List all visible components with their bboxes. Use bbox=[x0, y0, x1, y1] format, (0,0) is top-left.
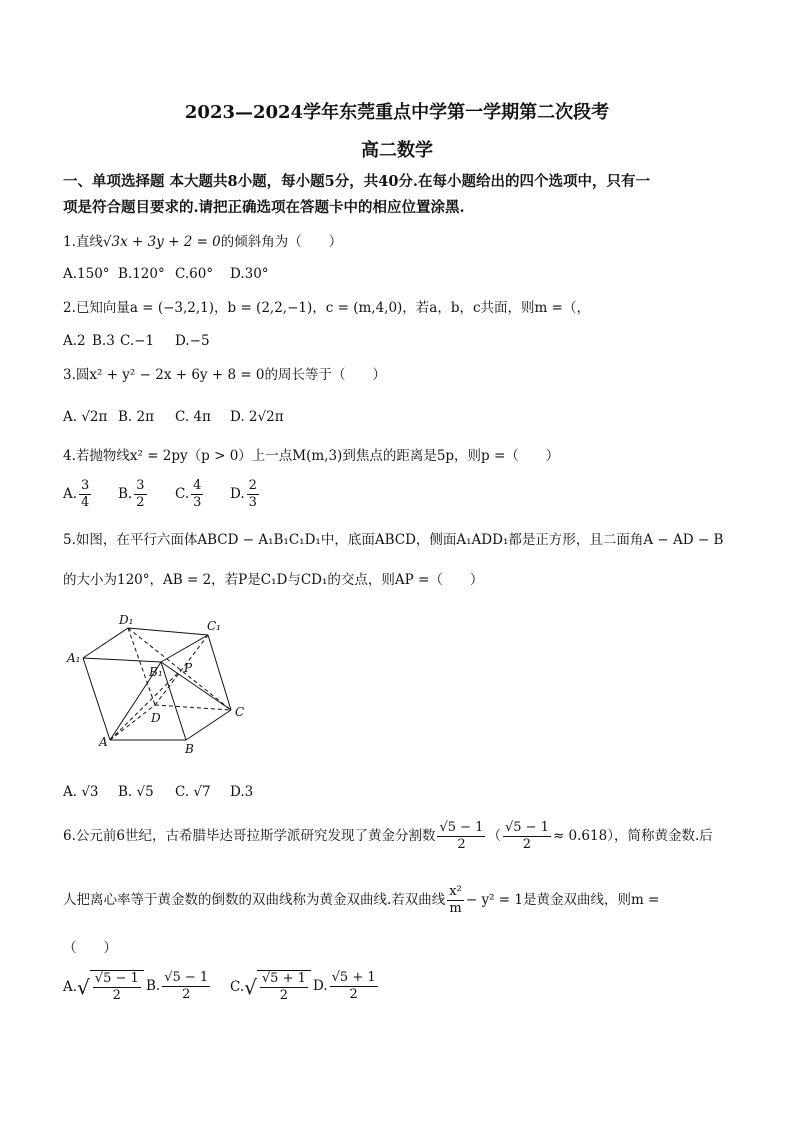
q4-b-den: 2 bbox=[136, 495, 145, 510]
q5-option-a: A. √3 bbox=[63, 784, 99, 800]
golden-den-2: 2 bbox=[522, 837, 532, 852]
edge-a1-d1 bbox=[83, 628, 128, 658]
q4-b-num: 3 bbox=[136, 478, 145, 493]
parallelepiped-figure bbox=[63, 610, 263, 760]
q6-text-b: （ bbox=[487, 828, 501, 844]
question-6-line2 bbox=[63, 884, 659, 917]
q1-option-b: B.120° bbox=[118, 266, 165, 282]
q3-option-a: A. √2π bbox=[63, 409, 108, 425]
q2-option-a: A.2 bbox=[63, 333, 86, 349]
q5-option-b: B. √5 bbox=[118, 784, 154, 800]
q6-d-label: D. bbox=[313, 978, 328, 994]
edge-a-p bbox=[110, 670, 181, 740]
q4-b-fraction bbox=[134, 478, 146, 511]
q4-d-fraction bbox=[247, 478, 259, 511]
hyp-num: x² bbox=[449, 884, 462, 899]
q6-a-fraction bbox=[93, 971, 141, 1004]
q1-suffix: 的倾斜角为（ ） bbox=[220, 234, 343, 250]
edge-d-c1 bbox=[155, 635, 208, 705]
golden-num-2: √5 − 1 bbox=[504, 820, 549, 835]
q6-option-a: A.√ $\frac{√5 - 1}{2}$ bbox=[63, 970, 144, 1004]
q1-option-a: A.150° bbox=[63, 266, 110, 282]
q2-option-d: D.−5 bbox=[175, 333, 210, 349]
label-c: C bbox=[235, 705, 245, 719]
q1-option-d: D.30° bbox=[230, 266, 269, 282]
label-b: B bbox=[185, 742, 194, 756]
q4-a-num: 3 bbox=[81, 478, 90, 493]
q6-text-c: ），简称黄金数.后 bbox=[607, 828, 713, 844]
q6-b-num: √5 − 1 bbox=[164, 970, 209, 985]
label-b1: B₁ bbox=[149, 665, 163, 679]
q4-d-den: 3 bbox=[248, 495, 257, 510]
q6-b-fraction bbox=[162, 970, 210, 1003]
q1-prefix: 1.直线 bbox=[63, 234, 103, 250]
q5-option-d: D.3 bbox=[230, 784, 254, 800]
q6-b-den: 2 bbox=[182, 987, 191, 1002]
edge-b-c bbox=[186, 710, 231, 740]
edge-b1-b bbox=[161, 662, 186, 740]
hyp-den: m bbox=[449, 901, 462, 916]
hyperbola-fraction bbox=[447, 884, 464, 917]
label-p: P bbox=[184, 661, 193, 675]
golden-num: √5 − 1 bbox=[439, 820, 484, 835]
q6-c-den: 2 bbox=[279, 988, 289, 1003]
q6-c-fraction bbox=[260, 971, 308, 1004]
edge-d-c bbox=[155, 705, 231, 710]
question-3: 3.圆x² + y² − 2x + 6y + 8 = 0的周长等于（ ） bbox=[63, 367, 387, 383]
q6-a-label: A. bbox=[63, 979, 78, 995]
q4-c-den: 3 bbox=[193, 495, 202, 510]
q1-option-c: C.60° bbox=[175, 266, 214, 282]
q3-option-c: C. 4π bbox=[175, 409, 211, 425]
exam-subject: 高二数学 bbox=[361, 140, 433, 161]
golden-ratio-fraction-2 bbox=[503, 820, 551, 853]
q6-option-d bbox=[313, 970, 380, 1003]
question-1 bbox=[63, 232, 342, 252]
question-6-line3: （ ） bbox=[63, 940, 117, 956]
q4-b-label: B. bbox=[118, 486, 133, 502]
q5-option-c: C. √7 bbox=[175, 784, 211, 800]
question-5-line2: 的大小为120°，AB = 2，若P是C₁D与CD₁的交点，则AP =（ ） bbox=[63, 572, 484, 588]
q6-option-c: C.√ $\frac{√5 + 1}{2}$ bbox=[230, 970, 311, 1004]
golden-ratio-fraction bbox=[437, 820, 485, 853]
q3-option-d: D. 2√2π bbox=[230, 409, 284, 425]
q4-c-num: 4 bbox=[193, 478, 202, 493]
q4-option-d bbox=[230, 478, 261, 511]
q6-text-e: − y² = 1是黄金双曲线，则m = bbox=[465, 892, 660, 908]
label-a1: A₁ bbox=[67, 651, 81, 665]
q4-option-c bbox=[175, 478, 205, 511]
q4-d-label: D. bbox=[230, 486, 245, 502]
q6-b-label: B. bbox=[146, 978, 161, 994]
edge-d1-c1 bbox=[128, 628, 208, 635]
q6-c-num: √5 + 1 bbox=[261, 971, 306, 986]
q6-text-d: 人把离心率等于黄金数的倒数的双曲线称为黄金双曲线.若双曲线 bbox=[63, 892, 446, 908]
q2-option-b: B.3 bbox=[92, 333, 115, 349]
section-instructions-line1: 一、单项选择题 本大题共8小题，每小题5分，共40分.在每小题给出的四个选项中，只有一 bbox=[63, 173, 650, 190]
edge-a1-a bbox=[83, 658, 110, 740]
q4-c-label: C. bbox=[175, 486, 190, 502]
q1-math: √3x + 3y + 2 = 0 bbox=[102, 234, 221, 250]
q6-a-num: √5 − 1 bbox=[94, 971, 139, 986]
label-d1: D₁ bbox=[119, 613, 134, 627]
q3-option-b: B. 2π bbox=[118, 409, 154, 425]
exam-title: 2023—2024学年东莞重点中学第一学期第二次段考 bbox=[184, 102, 610, 123]
q2-option-c: C.−1 bbox=[120, 333, 155, 349]
q6-c-label: C. bbox=[230, 979, 245, 995]
q6-approx: ≈ 0.618 bbox=[552, 828, 608, 844]
question-2: 2.已知向量a = (−3,2,1)，b = (2,2,−1)，c = (m,4,0)，若a，b，c共面，则m =（， bbox=[63, 300, 590, 316]
q6-d-fraction bbox=[330, 970, 378, 1003]
question-4: 4.若抛物线x² = 2py（p > 0）上一点M(m,3)到焦点的距离是5p，则p =（ ） bbox=[63, 448, 560, 464]
section-instructions-line2: 项是符合题目要求的.请把正确选项在答题卡中的相应位置涂黑. bbox=[63, 199, 465, 216]
q4-option-b bbox=[118, 478, 149, 511]
q4-a-fraction bbox=[79, 478, 91, 511]
q6-text-a: 6.公元前6世纪，古希腊毕达哥拉斯学派研究发现了黄金分割数 bbox=[63, 828, 436, 844]
edge-a1-b1 bbox=[83, 658, 161, 662]
question-6-line1 bbox=[63, 820, 713, 853]
q6-a-den: 2 bbox=[112, 988, 121, 1003]
edge-c1-c bbox=[208, 635, 231, 710]
q4-c-fraction bbox=[191, 478, 203, 511]
question-5-line1: 5.如图，在平行六面体ABCD − A₁B₁C₁D₁中，底面ABCD，侧面A₁ADD₁都是正方形，且二面角A − AD − B bbox=[63, 532, 724, 548]
label-d: D bbox=[151, 711, 161, 725]
edge-b1-c1 bbox=[161, 635, 208, 662]
edge-d1-c bbox=[128, 628, 231, 710]
q6-option-b bbox=[146, 970, 212, 1003]
q4-a-label: A. bbox=[63, 486, 78, 502]
q4-option-a bbox=[63, 478, 93, 511]
q4-a-den: 4 bbox=[81, 495, 90, 510]
edge-b1-c bbox=[161, 662, 231, 710]
q6-d-den: 2 bbox=[349, 987, 358, 1002]
label-c1: C₁ bbox=[207, 619, 221, 633]
q6-d-num: √5 + 1 bbox=[331, 970, 376, 985]
q4-d-num: 2 bbox=[248, 478, 257, 493]
golden-den: 2 bbox=[457, 837, 466, 852]
edge-a-d bbox=[110, 705, 155, 740]
label-a: A bbox=[99, 735, 108, 749]
